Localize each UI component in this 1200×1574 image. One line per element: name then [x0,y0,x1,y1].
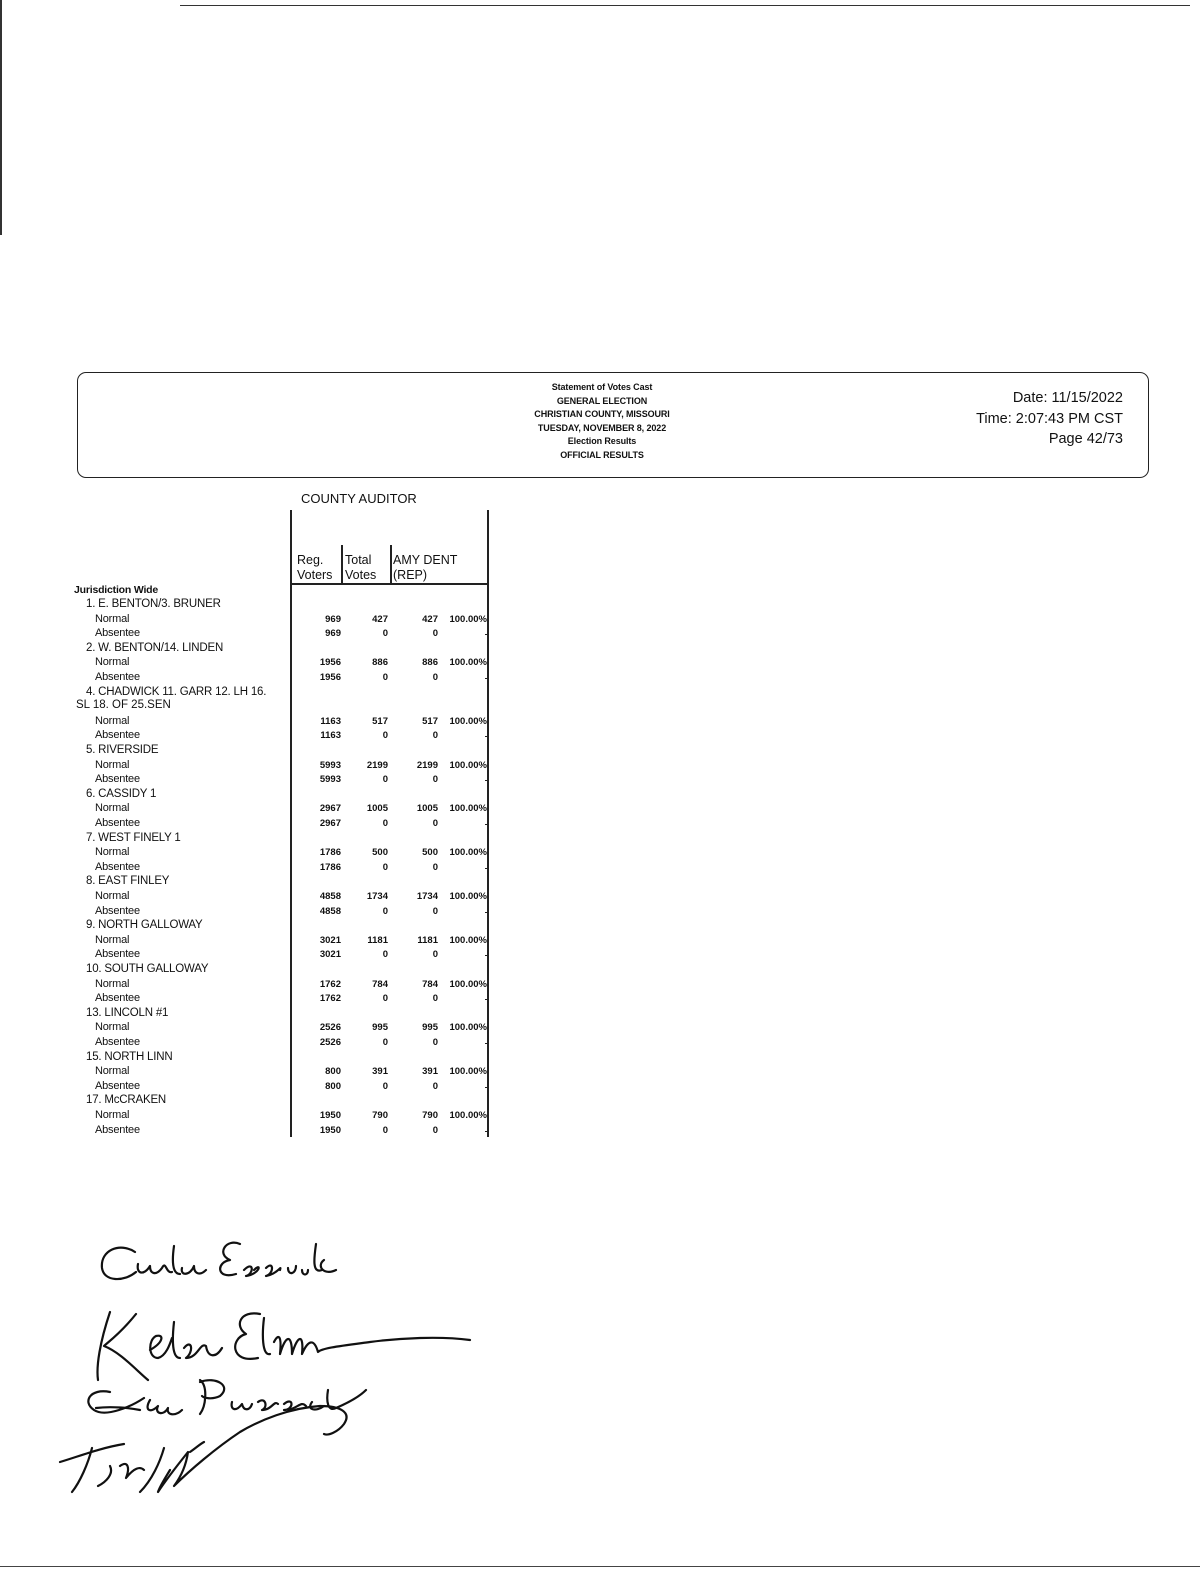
candidate-votes-value: 0 [432,1037,438,1048]
total-votes-value: 1005 [366,803,388,815]
candidate-votes-value: 0 [432,672,438,683]
total-votes-value: 2199 [366,759,388,771]
total-votes-value: 0 [382,949,388,961]
normal-row [0,934,490,948]
candidate-votes-value: 0 [432,730,438,742]
normal-row [0,1021,490,1035]
precinct-name: 5. RIVERSIDE [86,744,159,756]
report-time: Time: 2:07:43 PM CST [976,410,1123,427]
report-header-meta [976,388,1123,450]
signature-illegible [60,1406,347,1492]
candidate-votes-value: 517 [422,715,438,727]
candidate-votes-value: 0 [432,774,438,786]
column-divider [341,545,343,583]
reg-voters-value: 2967 [319,803,341,815]
total-votes-value: 0 [382,1124,388,1136]
candidate-votes-value: 0 [432,861,438,873]
candidate-pct-value: 100.00% [449,1110,487,1121]
total-votes-value: 1181 [367,934,388,946]
precinct-name: 6. CASSIDY 1 [86,787,157,800]
absentee-row [0,861,490,875]
absentee-label: Absentee [95,671,140,683]
col-head-reg-voters [297,553,332,583]
reg-voters-value: 3021 [319,934,341,946]
reg-voters-value: 1950 [319,1124,341,1136]
precinct-name: 4. CHADWICK 11. GARR 12. LH 16. [86,685,267,698]
total-votes-value: 0 [382,818,388,829]
reg-voters-value: 3021 [319,949,341,961]
absentee-row [0,992,490,1006]
normal-row [0,1065,490,1079]
col-head-candidate [393,553,457,583]
candidate-votes-value: 790 [422,1110,438,1121]
normal-row [0,613,490,627]
normal-label: Normal [95,933,130,946]
precinct-row [0,744,490,758]
reg-voters-value: 5993 [319,774,341,786]
precinct-name-cont: SL 18. OF 25.SEN [76,698,171,711]
normal-label: Normal [95,977,130,990]
pct-dash [485,868,487,869]
pct-dash [485,912,487,913]
report-page: Page 42/73 [1048,431,1123,447]
normal-row [0,846,490,860]
normal-label: Normal [95,1021,130,1034]
candidate-votes-value: 0 [432,949,438,961]
signature-kelsu-elmn [98,1312,471,1380]
candidate-votes-value: 500 [422,847,438,859]
normal-label: Normal [95,758,130,771]
candidate-votes-value: 1005 [416,803,438,815]
total-votes-value: 0 [382,905,388,917]
signatures [40,1230,510,1510]
pct-dash [485,736,487,737]
scan-left-edge [0,0,2,235]
absentee-row [0,948,490,962]
pct-dash [485,824,487,825]
candidate-votes-value: 2199 [416,759,438,771]
precinct-row [0,1007,490,1021]
col-head-line: AMY DENT [393,553,458,567]
total-votes-value: 0 [382,628,388,640]
signature-carla-essick [102,1243,336,1279]
absentee-label: Absentee [95,860,140,873]
normal-row [0,1109,490,1123]
normal-label: Normal [95,1065,130,1078]
total-votes-value: 0 [382,730,388,742]
total-votes-value: 427 [372,613,388,625]
normal-label: Normal [95,846,130,859]
reg-voters-value: 800 [325,1080,341,1092]
normal-label: Normal [95,890,130,902]
normal-row [0,715,490,729]
candidate-pct-value: 100.00% [449,759,487,771]
normal-row [0,802,490,816]
total-votes-value: 0 [382,861,388,873]
normal-row [0,890,490,904]
absentee-label: Absentee [95,1123,140,1136]
candidate-votes-value: 784 [422,978,438,990]
candidate-votes-value: 0 [432,905,438,917]
reg-voters-value: 1762 [319,978,341,990]
absentee-row [0,905,490,919]
precinct-row [0,788,490,802]
col-head-line: Total [345,553,372,567]
column-divider [390,545,392,583]
scan-top-line [180,5,1190,6]
absentee-row [0,729,490,743]
pct-dash [485,1043,487,1044]
normal-label: Normal [95,714,130,727]
candidate-pct-value: 100.00% [449,1066,487,1078]
reg-voters-value: 1786 [319,861,341,873]
col-head-line: (REP) [393,568,428,582]
reg-voters-value: 800 [325,1066,341,1078]
normal-label: Normal [95,612,130,625]
normal-label: Normal [95,656,130,669]
reg-voters-value: 1786 [319,847,341,859]
absentee-label: Absentee [95,992,140,1005]
header-line: GENERAL ELECTION [556,395,648,406]
absentee-label: Absentee [95,729,140,742]
absentee-row [0,1036,490,1050]
candidate-pct-value: 100.00% [449,1022,487,1034]
absentee-label: Absentee [95,773,140,786]
candidate-pct-value: 100.00% [449,715,487,727]
reg-voters-value: 1950 [319,1110,341,1121]
header-line: Election Results [567,436,637,447]
signature-lisa-pursel [88,1380,366,1414]
normal-label: Normal [95,1109,130,1121]
precinct-name: 1. E. BENTON/3. BRUNER [86,598,221,610]
pct-dash [485,1087,487,1088]
total-votes-value: 784 [372,978,388,990]
reg-voters-value: 969 [325,613,341,625]
reg-voters-value: 1163 [320,730,341,742]
jurisdiction-label: Jurisdiction Wide [74,584,159,596]
col-head-line: Voters [297,568,333,582]
total-votes-value: 0 [382,993,388,1005]
col-head-line: Votes [345,568,377,582]
header-line: CHRISTIAN COUNTY, MISSOURI [534,409,670,420]
precinct-row [0,598,490,612]
precinct-row [0,963,490,977]
scan-bottom-line [0,1566,1200,1567]
absentee-row [0,817,490,831]
absentee-label: Absentee [95,904,140,917]
absentee-label: Absentee [95,1036,140,1048]
header-line: OFFICIAL RESULTS [560,449,644,460]
absentee-label: Absentee [95,948,140,961]
precinct-row [0,875,490,889]
precinct-name: 9. NORTH GALLOWAY [86,919,203,932]
report-date: Date: 11/15/2022 [1012,390,1123,406]
col-head-total-votes [345,553,376,583]
total-votes-value: 391 [372,1066,388,1078]
total-votes-value: 0 [382,1037,388,1048]
candidate-pct-value: 100.00% [449,657,487,669]
reg-voters-value: 2967 [319,818,341,829]
candidate-votes-value: 427 [422,613,438,625]
candidate-pct-value: 100.00% [449,934,487,946]
total-votes-value: 886 [372,657,388,669]
candidate-votes-value: 0 [432,993,438,1005]
candidate-pct-value: 100.00% [449,803,487,815]
candidate-pct-value: 100.00% [449,613,487,625]
reg-voters-value: 2526 [319,1022,341,1034]
col-head-line: Reg. [297,553,324,567]
precinct-row [0,1051,490,1065]
normal-row [0,759,490,773]
normal-label: Normal [95,802,130,815]
total-votes-value: 500 [372,847,388,859]
precinct-row [0,1094,490,1108]
absentee-row [0,671,490,685]
candidate-votes-value: 886 [422,657,438,669]
total-votes-value: 0 [382,774,388,786]
absentee-label: Absentee [95,817,140,829]
reg-voters-value: 1762 [319,993,341,1005]
precinct-name: 13. LINCOLN #1 [86,1006,169,1019]
total-votes-value: 0 [382,672,388,683]
absentee-row [0,1124,490,1138]
candidate-pct-value: 100.00% [449,847,487,859]
pct-dash [485,678,487,679]
reg-voters-value: 1163 [320,715,341,727]
pct-dash [485,634,487,635]
race-title: COUNTY AUDITOR [301,491,417,506]
total-votes-value: 1734 [366,891,388,902]
candidate-pct-value: 100.00% [449,978,487,990]
precinct-name: 7. WEST FINELY 1 [86,831,181,844]
total-votes-value: 995 [372,1022,388,1034]
absentee-label: Absentee [95,627,140,640]
candidate-votes-value: 995 [422,1022,438,1034]
precinct-row [0,685,490,711]
pct-dash [485,955,487,956]
absentee-row [0,773,490,787]
report-header-title [534,381,669,463]
total-votes-value: 790 [372,1110,388,1121]
reg-voters-value: 969 [325,628,341,640]
total-votes-value: 517 [372,715,388,727]
header-line: Statement of Votes Cast [551,382,653,392]
reg-voters-value: 1956 [319,657,341,669]
precinct-row [0,832,490,846]
normal-row [0,656,490,670]
precinct-name: 2. W. BENTON/14. LINDEN [86,641,224,654]
candidate-votes-value: 391 [422,1066,438,1078]
precinct-name: 17. McCRAKEN [86,1094,167,1107]
precinct-row [0,919,490,933]
precinct-name: 15. NORTH LINN [86,1050,173,1063]
reg-voters-value: 4858 [319,891,341,902]
candidate-votes-value: 0 [432,818,438,829]
precinct-name: 8. EAST FINLEY [86,875,170,888]
candidate-votes-value: 1181 [417,934,438,946]
candidate-pct-value: 100.00% [449,891,487,902]
pct-dash [485,1131,487,1132]
absentee-row [0,627,490,641]
reg-voters-value: 4858 [319,905,341,917]
precinct-row [0,642,490,656]
reg-voters-value: 1956 [319,672,341,683]
absentee-label: Absentee [95,1079,140,1092]
candidate-votes-value: 1734 [416,891,438,902]
candidate-votes-value: 0 [432,1124,438,1136]
total-votes-value: 0 [382,1080,388,1092]
pct-dash [485,780,487,781]
reg-voters-value: 2526 [319,1037,341,1048]
pct-dash [485,999,487,1000]
candidate-votes-value: 0 [432,1080,438,1092]
normal-row [0,978,490,992]
absentee-row [0,1080,490,1094]
precinct-name: 10. SOUTH GALLOWAY [86,963,209,975]
header-underline [290,583,488,585]
reg-voters-value: 5993 [319,759,341,771]
header-line: TUESDAY, NOVEMBER 8, 2022 [537,422,667,433]
candidate-votes-value: 0 [432,628,438,640]
